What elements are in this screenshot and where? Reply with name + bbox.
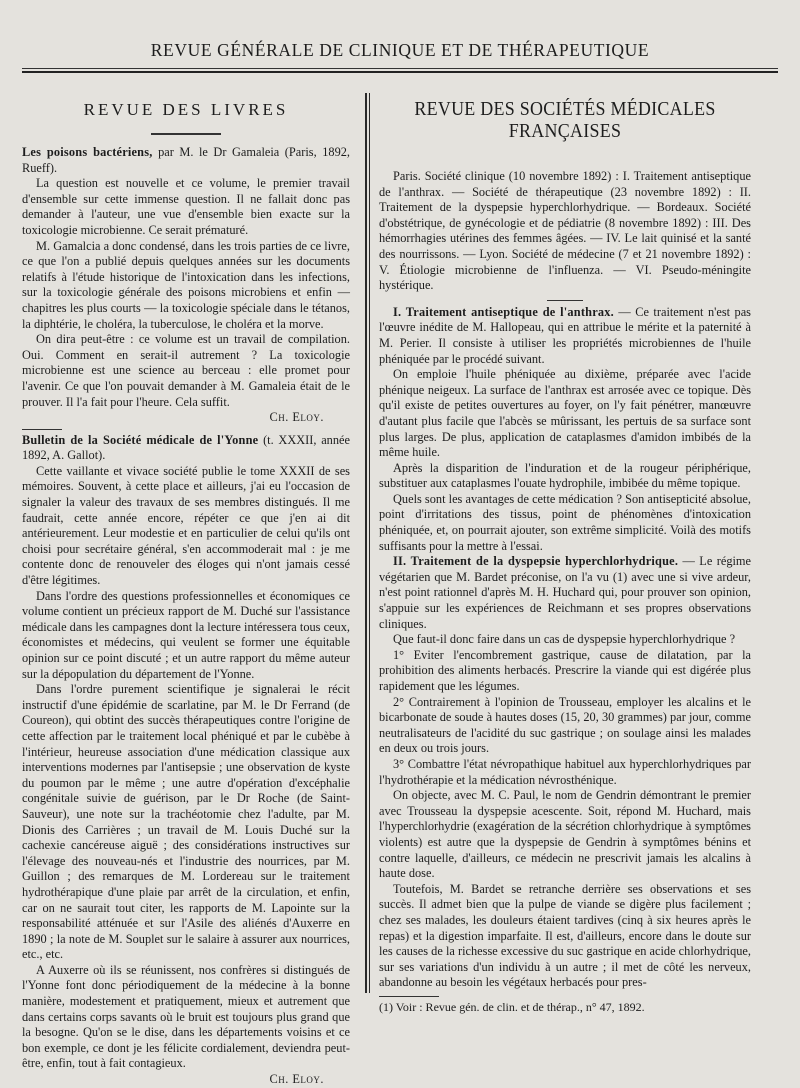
section-title-books: REVUE DES LIVRES — [83, 100, 289, 119]
dyspepsia-para-7: Toutefois, M. Bardet se retranche derrière ses observations et ses succès. Il admet bien que la pulpe de viande se digère plus facilement ; chez ses malades, les douleurs étaient tardives (cinq à six heures après le repas) et la digestion imparfaite. Il est, d'ailleurs, encore dans le doute sur les causes de la richesse excessive du suc gastrique en acide chlorhydrique, sur ses variations d'un individu à un autre ; il met de côté les nerveux, abandonne au besoin les végétaux herbacés pour pres- — [379, 881, 751, 990]
book-title: Les poisons bactériens, — [22, 145, 153, 159]
section-title-societies: REVUE DES SOCIÉTÉS MÉDICALES FRANÇAISES — [414, 99, 716, 142]
book-review-1-signature: Ch. Eloy. — [269, 410, 324, 425]
book-review-2-signature: Ch. Eloy. — [269, 1072, 324, 1087]
dyspepsia-para-2: Que faut-il donc faire dans un cas de dyspepsie hyperchlorhydrique ? — [393, 632, 736, 647]
two-column-body — [22, 93, 778, 1088]
summary-separator — [547, 300, 583, 301]
dyspepsia-para-6: On objecte, avec M. C. Paul, le nom de Gendrin démontrant le premier avec Trousseau la dyspepsie acescente. Soit, répond M. Huchard, mais l'hyperchlorhydrie (exagération de la sécrétion chlorhydrique à symptômes violents) est autre que la dyspepsie de Gendrin à symptômes bénins et contre laquelle, d'ailleurs, ce médecin ne prescrivit jamais les alcalins à haute dose. — [379, 788, 751, 881]
dyspepsia-para-4: 2° Contrairement à l'opinion de Trousseau, employer les alcalins et le bicarbonate de soude à hautes doses (15, 20, 30 grammes) par jour, comme neutralisateurs de l'acidité du suc gastrique ; on soulage ainsi les malades en deux ou trois jours. — [379, 694, 751, 756]
book-review-2-para-1: Cette vaillante et vivace société publie le tome XXXII de ses mémoires. Souvent, à cette place et ailleurs, j'ai eu l'occasion de signaler la valeur des travaux de ses membres distingués. Il me faudrait, cette année encore, répéter ce que j'en ai dit antérieurement. Leur modestie et en particulier de celui qu'ils ont choisi pour secrétaire général, s'en accommoderait mal : je me contente donc de renouveler des éloges qui n'ont jamais cessé d'être légitimes. — [22, 463, 350, 588]
book-review-1-para-3: On dira peut-être : ce volume est un travail de compilation. Oui. Comment en serait-il autrement ? La toxicologie microbienne est une science au berceau : elle promet pour l'avenir. Ce que l'on pouvait demander à M. Gamaleia était de le prouver. Il l'a fait pour l'heure. Cela suffit. — [22, 332, 350, 409]
bulletin-citation: (t. XXXII, année 1892, A. Gallot). — [22, 432, 350, 463]
societies-summary: Paris. Société clinique (10 novembre 1892) : I. Traitement antiseptique de l'anthrax. — Société de thérapeutique (23 novembre 1892) : II. Traitement de la dyspepsie hyperchlorhydrique. — Bordeaux. Société d'obstétrique, de gynécologie et de pédiatrie (8 novembre 1892) : III. Des hémorrhagies utérines des femmes âgées. — IV. Le lait quinisé et la santé des nourrissons. — Lyon. Société de médecine (7 et 21 novembre 1892) : V. Étiologie microbienne de l'influenza. — VI. Pseudo-méningite hystérique. — [379, 169, 751, 293]
left-column — [22, 93, 362, 1088]
footnote: (1) Voir : Revue gén. de clin. et de thérap., n° 47, 1892. — [379, 999, 645, 1014]
running-head: REVUE GÉNÉRALE DE CLINIQUE ET DE THÉRAPEUTIQUE — [150, 40, 650, 60]
book-review-2-para-2: Dans l'ordre des questions professionnelles et économiques ce volume contient un précieux rapport de M. Duché sur l'assistance médicale dans les campagnes dont la lecture intéressera tous ceux, économistes et médecins, qui veulent se former une équitable opinion sur ce point discuté ; et un autre rapport du même auteur sur la dépopulation du département de l'Yonne. — [22, 588, 350, 681]
book-review-2-heading — [22, 433, 350, 464]
book-review-1-heading — [22, 145, 350, 176]
dyspepsia-para-3: 1° Eviter l'encombrement gastrique, cause de dilatation, par la prohibition des aliments herbacés. Prescrire la viande qui est digérée plus rapidement que les légumes. — [379, 647, 751, 693]
review-separator — [22, 429, 62, 430]
dyspepsia-para-5: 3° Combattre l'état névropathique habituel aux hyperchlorhydriques par l'hydrothérapie et la médication névrosthénique. — [379, 756, 751, 787]
dyspepsia-heading: II. Traitement de la dyspepsie hyperchlorhydrique. — [393, 554, 679, 569]
section-title-rule — [151, 133, 221, 135]
bulletin-title: Bulletin de la Société médicale de l'Yonne — [22, 432, 259, 447]
dyspepsia-para-1: II. Traitement de la dyspepsie hyperchlorhydrique. — Le régime végétarien que M. Bardet préconise, on l'a vu (1) avec une si vive ardeur, n'est point rationnel d'après M. H. Huchard qui, pour prouver son opinion, s'appuie sur les expériences de Reichmann et ses propres observations cliniques. — [379, 554, 752, 631]
head-rule-thin — [22, 68, 778, 69]
footnote-rule — [379, 996, 439, 997]
column-divider — [365, 93, 370, 993]
right-column — [379, 93, 751, 1088]
book-citation: par M. le Dr Gamaleia (Paris, 1892, Rueff). — [22, 145, 350, 175]
anthrax-para-1: I. Traitement antiseptique de l'anthrax. — Ce traitement n'est pas l'œuvre inédite de M. Hallopeau, qui en attribue le mérite et la paternité à M. Perier. Il consiste à utiliser les propriétés microbiennes de l'huile phéniquée par le procédé suivant. — [379, 304, 751, 366]
anthrax-heading: I. Traitement antiseptique de l'anthrax. — [393, 304, 614, 319]
anthrax-para-3: Après la disparition de l'induration et de la rougeur périphérique, substituer aux cataplasmes l'ouate hydrophile, imbibée du même topique. — [379, 460, 751, 491]
head-rule-thick — [22, 71, 778, 73]
book-review-2-para-4: A Auxerre où ils se réunissent, nos confrères si distingués de l'Yonne font donc périodiquement de la médecine à la bonne manière, modestement et pratiquement, mieux et autrement que dans certains corps savants où le bruit est toujours plus grand que la besogne. Qu'on se le dise, dans les départements voisins et ce bon exemple, ce dont je les félicite cordialement, deviendra peut-être, enfin, tout à fait contagieux. — [22, 962, 350, 1071]
book-review-2-para-3: Dans l'ordre purement scientifique je signalerai le récit instructif d'une épidémie de scarlatine, par M. le Dr Ferrand (de Coureon), qui obtint des succès thérapeutiques contre l'origine de cette affection par le traitement local phéniqué et par le cubèbe à l'intérieur, heureuse association d'une médication classique aux interventions modernes par l'antisepsie ; une observation de kyste du poumon par le même ; une autre d'opération d'excéphalie congénitale suivie de guérison, par le Dr Roche (de Saint-Sauveur), une note sur la trachéotomie chez l'adulte, par M. Dionis des Carrières ; un travail de M. Louis Duché sur la cachexie cancéreuse aiguë ; des considérations instructives sur l'élevage des nouveau-nés et l'industrie des nourrices, par M. Guillon ; des remarques de M. Lordereau sur le traitement hydrothérapique d'une plaie par arrêt de la circulation, et enfin, car on ne saurait tout citer, les rapports de M. Lapointe sur la responsabilité atténuée et sur l'Asile des aliénés d'Auxerre en 1890 ; la note de M. Souplet sur le salaire à assurer aux nourrices, etc., etc. — [22, 682, 350, 962]
book-review-1-para-1: La question est nouvelle et ce volume, le premier travail d'ensemble sur cette immense question. Il ne fallait donc pas demander à l'auteur, une vue d'ensemble bien exacte sur la toxicologie microbienne. Ce serait prématuré. — [22, 176, 350, 237]
book-review-1-para-2: M. Gamalcia a donc condensé, dans les trois parties de ce livre, ce que l'on a publié depuis quelques années sur les documents relatifs à l'étude historique de l'intoxication dans les infections, sur la toxicologie générale des poisons microbiens et enfin — chapitres les plus courts — la toxicologie spéciale dans le tétanos, la diphtérie, le choléra, la tuberculose, le choléra et la morve. — [22, 238, 350, 331]
anthrax-para-4: Quels sont les avantages de cette médication ? Son antisepticité absolue, point d'irritations des tissus, point de phénomènes d'intoxication phéniquée, et, on pourrait ajouter, son extrême simplicité. Voilà des motifs suffisants pour la mettre à l'essai. — [379, 491, 751, 553]
anthrax-para-2: On emploie l'huile phéniquée au dixième, préparée avec l'acide phénique neigeux. La surface de l'anthrax est arrosée avec ce topique. Dès qu'il existe de petites ouvertures au foyer, on l'y fait pénétrer, manœuvre d'autant plus facile que l'abcès se mûrissant, les pertuis de sa surface sont plus larges. De plus, application de cataplasmes d'amidon imbibés de la même huile. — [379, 367, 751, 460]
